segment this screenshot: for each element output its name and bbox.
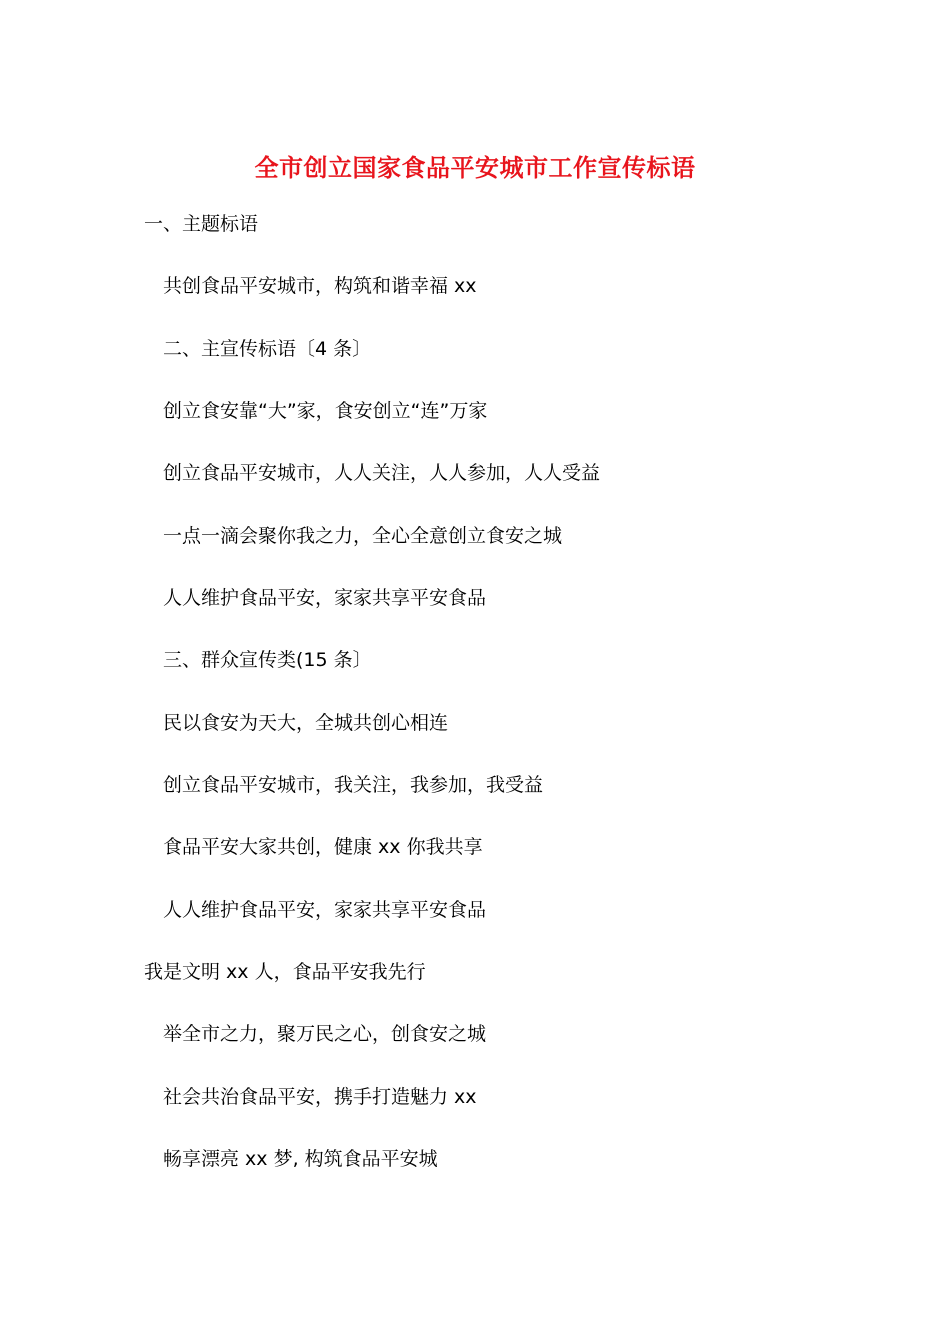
document-title: 全市创立国家食品平安城市工作宣传标语 xyxy=(254,154,696,182)
slogan-line: 共创食品平安城市，构筑和谐幸福 xx xyxy=(163,275,477,297)
slogan-line: 创立食品平安城市，人人关注，人人参加，人人受益 xyxy=(163,462,601,484)
slogan-line: 一点一滴会聚你我之力，全心全意创立食安之城 xyxy=(163,525,563,547)
slogan-line: 民以食安为天大，全城共创心相连 xyxy=(163,712,449,734)
slogan-line: 人人维护食品平安，家家共享平安食品 xyxy=(163,587,487,609)
section-heading-theme: 一、主题标语 xyxy=(144,213,259,235)
slogan-line: 创立食安靠“大”家，食安创立“连”万家 xyxy=(163,400,488,422)
slogan-line: 创立食品平安城市，我关注，我参加，我受益 xyxy=(163,774,544,796)
slogan-line: 我是文明 xx 人，食品平安我先行 xyxy=(144,961,426,983)
slogan-line: 举全市之力，聚万民之心，创食安之城 xyxy=(163,1023,487,1045)
slogan-line: 社会共治食品平安，携手打造魅力 xx xyxy=(163,1086,477,1108)
slogan-line: 畅享漂亮 xx 梦, 构筑食品平安城 xyxy=(163,1148,438,1170)
section-heading-public: 三、群众宣传类(15 条〕 xyxy=(163,649,372,671)
section-heading-main: 二、主宣传标语〔4 条〕 xyxy=(163,338,372,360)
slogan-line: 食品平安大家共创，健康 xx 你我共享 xyxy=(163,836,483,858)
slogan-line: 人人维护食品平安，家家共享平安食品 xyxy=(163,899,487,921)
